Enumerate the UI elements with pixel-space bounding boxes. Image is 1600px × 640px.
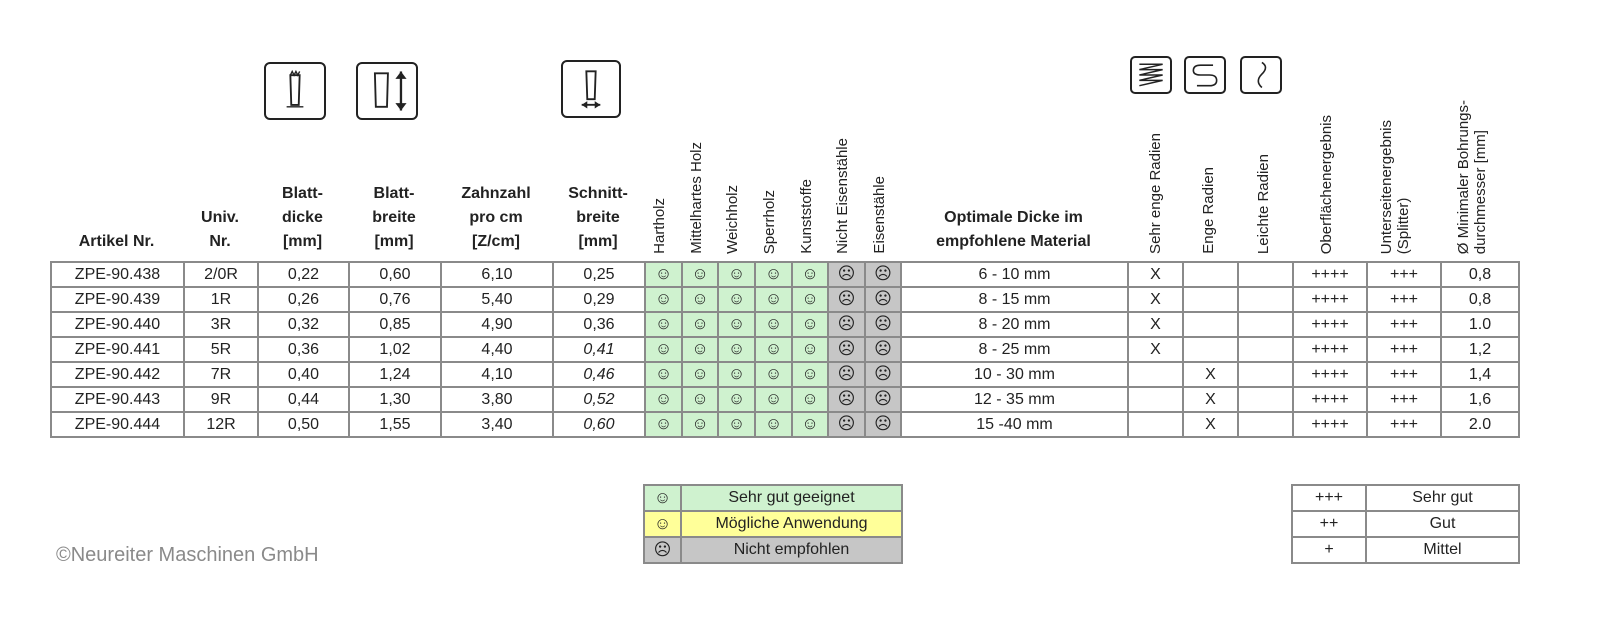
- neutral-face-icon: ☺: [653, 513, 672, 533]
- blade-width-icon: [356, 62, 418, 120]
- sehr-enge-radien-cell: [1128, 387, 1183, 412]
- legend-row: [644, 511, 902, 537]
- oberflaeche-cell: ++++: [1293, 362, 1367, 387]
- header-sperrholz: Sperrholz: [761, 189, 778, 254]
- material-rating-cell: [682, 262, 718, 287]
- unterseite-cell: +++: [1367, 312, 1441, 337]
- material-rating-cell: [828, 312, 865, 337]
- frown-face-icon: ☹: [837, 414, 856, 433]
- header-optimale-dicke: Optimale Dicke im empfohlene Material: [936, 209, 1091, 250]
- material-rating-cell: [792, 337, 828, 362]
- artikel-cell: ZPE-90.438: [51, 262, 184, 287]
- header-mittelhartes-holz: Mittelhartes Holz: [688, 142, 705, 254]
- sehr-enge-radien-cell: X: [1128, 287, 1183, 312]
- smiley-face-icon: ☺: [727, 289, 746, 308]
- legend-quality-symbol: +++: [1292, 485, 1366, 511]
- material-rating-cell: [828, 412, 865, 437]
- unterseite-cell: +++: [1367, 412, 1441, 437]
- light-radius-icon: [1240, 56, 1282, 94]
- bohrung-cell: 1,4: [1441, 362, 1519, 387]
- blattbreite-cell: 1,02: [349, 337, 441, 362]
- smiley-face-icon: ☺: [764, 289, 783, 308]
- frown-face-icon: ☹: [837, 264, 856, 283]
- zahnzahl-cell: 5,40: [441, 287, 553, 312]
- material-rating-cell: [645, 312, 682, 337]
- univ-cell: 12R: [184, 412, 258, 437]
- smiley-face-icon: ☺: [727, 389, 746, 408]
- smiley-face-icon: ☺: [727, 339, 746, 358]
- material-rating-cell: [865, 387, 901, 412]
- smiley-face-icon: ☺: [654, 414, 673, 433]
- frown-face-icon: ☹: [837, 389, 856, 408]
- optimale-dicke-cell: 8 - 20 mm: [901, 312, 1128, 337]
- smiley-face-icon: ☺: [654, 389, 673, 408]
- enge-radien-cell: [1183, 312, 1238, 337]
- legend-label: Sehr gut geeignet: [681, 485, 902, 511]
- artikel-cell: ZPE-90.442: [51, 362, 184, 387]
- oberflaeche-cell: ++++: [1293, 287, 1367, 312]
- sehr-enge-radien-cell: X: [1128, 337, 1183, 362]
- blattdicke-cell: 0,40: [258, 362, 349, 387]
- header-univ: Univ. Nr.: [201, 209, 239, 250]
- smiley-face-icon: ☺: [764, 389, 783, 408]
- schnittbreite-cell: 0,36: [553, 312, 645, 337]
- optimale-dicke-cell: 8 - 25 mm: [901, 337, 1128, 362]
- smiley-face-icon: ☺: [691, 264, 709, 283]
- blattdicke-cell: 0,50: [258, 412, 349, 437]
- material-rating-cell: [718, 312, 755, 337]
- unterseite-cell: +++: [1367, 287, 1441, 312]
- unterseite-cell: +++: [1367, 362, 1441, 387]
- leichte-radien-cell: [1238, 337, 1293, 362]
- table-row: [51, 287, 1519, 312]
- legend-row: [1292, 511, 1519, 537]
- material-rating-cell: [682, 312, 718, 337]
- unterseite-cell: +++: [1367, 387, 1441, 412]
- material-rating-cell: [792, 262, 828, 287]
- frown-face-icon: ☹: [837, 314, 856, 333]
- leichte-radien-cell: [1238, 412, 1293, 437]
- material-rating-cell: [792, 312, 828, 337]
- material-rating-cell: [792, 412, 828, 437]
- zahnzahl-cell: 6,10: [441, 262, 553, 287]
- copyright: ©Neureiter Maschinen GmbH: [56, 544, 319, 566]
- table-row: [51, 387, 1519, 412]
- blattdicke-cell: 0,32: [258, 312, 349, 337]
- enge-radien-cell: [1183, 287, 1238, 312]
- material-rating-cell: [865, 262, 901, 287]
- frown-face-icon: ☹: [837, 364, 856, 383]
- bohrung-cell: 2.0: [1441, 412, 1519, 437]
- oberflaeche-cell: ++++: [1293, 337, 1367, 362]
- schnittbreite-cell: 0,46: [553, 362, 645, 387]
- material-rating-cell: [645, 337, 682, 362]
- leichte-radien-cell: [1238, 387, 1293, 412]
- frown-face-icon: ☹: [837, 289, 856, 308]
- oberflaeche-cell: ++++: [1293, 262, 1367, 287]
- header-weichholz: Weichholz: [724, 185, 741, 254]
- legend-row: [1292, 537, 1519, 563]
- optimale-dicke-cell: 15 -40 mm: [901, 412, 1128, 437]
- oberflaeche-cell: ++++: [1293, 312, 1367, 337]
- material-rating-cell: [828, 387, 865, 412]
- material-rating-cell: [682, 412, 718, 437]
- leichte-radien-cell: [1238, 312, 1293, 337]
- header-artikel: Artikel Nr.: [78, 233, 155, 250]
- frown-face-icon: ☹: [874, 339, 892, 358]
- artikel-cell: ZPE-90.441: [51, 337, 184, 362]
- smiley-face-icon: ☺: [764, 364, 783, 383]
- legend-row: [1292, 485, 1519, 511]
- bohrung-cell: 1,6: [1441, 387, 1519, 412]
- header-leichte-radien: Leichte Radien: [1255, 153, 1272, 254]
- zahnzahl-cell: 4,90: [441, 312, 553, 337]
- material-rating-cell: [718, 362, 755, 387]
- table-row: [51, 312, 1519, 337]
- sehr-enge-radien-cell: X: [1128, 312, 1183, 337]
- zahnzahl-cell: 3,40: [441, 412, 553, 437]
- material-rating-cell: [828, 262, 865, 287]
- blade-table: [50, 261, 1520, 438]
- sehr-enge-radien-cell: X: [1128, 262, 1183, 287]
- smiley-face-icon: ☺: [764, 314, 783, 333]
- blattbreite-cell: 1,30: [349, 387, 441, 412]
- legend-symbol-cell: [644, 485, 681, 511]
- material-rating-cell: [718, 412, 755, 437]
- legend-label: Nicht empfohlen: [681, 537, 902, 563]
- header-blattdicke: Blatt- dicke [mm]: [282, 185, 323, 250]
- leichte-radien-cell: [1238, 287, 1293, 312]
- legend-quality-label: Sehr gut: [1366, 485, 1519, 511]
- material-rating-cell: [792, 362, 828, 387]
- sehr-enge-radien-cell: [1128, 412, 1183, 437]
- material-rating-cell: [645, 412, 682, 437]
- material-rating-cell: [718, 337, 755, 362]
- material-rating-cell: [755, 312, 792, 337]
- material-legend: [643, 484, 903, 564]
- header-enge-radien: Enge Radien: [1200, 167, 1217, 254]
- smiley-face-icon: ☺: [654, 289, 673, 308]
- smiley-face-icon: ☺: [691, 339, 709, 358]
- material-rating-cell: [755, 387, 792, 412]
- frown-face-icon: ☹: [837, 339, 856, 358]
- bohrung-cell: 1.0: [1441, 312, 1519, 337]
- material-rating-cell: [645, 287, 682, 312]
- optimale-dicke-cell: 12 - 35 mm: [901, 387, 1128, 412]
- header-nicht-eisenstaehle: Nicht Eisenstähle: [834, 138, 851, 254]
- zahnzahl-cell: 3,80: [441, 387, 553, 412]
- enge-radien-cell: X: [1183, 412, 1238, 437]
- enge-radien-cell: [1183, 262, 1238, 287]
- material-rating-cell: [645, 362, 682, 387]
- material-rating-cell: [865, 287, 901, 312]
- smiley-face-icon: ☺: [727, 314, 746, 333]
- table-row: [51, 337, 1519, 362]
- smiley-face-icon: ☺: [654, 314, 673, 333]
- artikel-cell: ZPE-90.444: [51, 412, 184, 437]
- legend-row: [644, 537, 902, 563]
- legend-quality-label: Mittel: [1366, 537, 1519, 563]
- smiley-face-icon: ☺: [653, 487, 672, 507]
- bohrung-cell: 0,8: [1441, 262, 1519, 287]
- blattbreite-cell: 1,24: [349, 362, 441, 387]
- enge-radien-cell: [1183, 337, 1238, 362]
- schnittbreite-cell: 0,25: [553, 262, 645, 287]
- material-rating-cell: [718, 287, 755, 312]
- header-unterseitenergebnis: Unterseitenergebnis (Splitter): [1378, 119, 1412, 254]
- legend-quality-symbol: ++: [1292, 511, 1366, 537]
- material-rating-cell: [645, 262, 682, 287]
- bohrung-cell: 1,2: [1441, 337, 1519, 362]
- header-sehr-enge-radien: Sehr enge Radien: [1147, 133, 1164, 254]
- smiley-face-icon: ☺: [801, 414, 819, 433]
- leichte-radien-cell: [1238, 362, 1293, 387]
- smiley-face-icon: ☺: [727, 364, 746, 383]
- frown-face-icon: ☹: [874, 264, 892, 283]
- material-rating-cell: [865, 362, 901, 387]
- smiley-face-icon: ☺: [801, 289, 819, 308]
- smiley-face-icon: ☺: [691, 314, 709, 333]
- frown-face-icon: ☹: [874, 314, 892, 333]
- smiley-face-icon: ☺: [691, 389, 709, 408]
- material-rating-cell: [828, 362, 865, 387]
- oberflaeche-cell: ++++: [1293, 387, 1367, 412]
- smiley-face-icon: ☺: [801, 389, 819, 408]
- legend-label: Mögliche Anwendung: [681, 511, 902, 537]
- material-rating-cell: [682, 362, 718, 387]
- leichte-radien-cell: [1238, 262, 1293, 287]
- schnittbreite-cell: 0,60: [553, 412, 645, 437]
- header-hartholz: Hartholz: [651, 198, 668, 254]
- smiley-face-icon: ☺: [801, 314, 819, 333]
- zahnzahl-cell: 4,10: [441, 362, 553, 387]
- unterseite-cell: +++: [1367, 262, 1441, 287]
- univ-cell: 9R: [184, 387, 258, 412]
- legend-quality-label: Gut: [1366, 511, 1519, 537]
- univ-cell: 2/0R: [184, 262, 258, 287]
- artikel-cell: ZPE-90.443: [51, 387, 184, 412]
- smiley-face-icon: ☺: [801, 339, 819, 358]
- header-oberflaechenergebnis: Oberflächenergebnis: [1318, 114, 1335, 254]
- oberflaeche-cell: ++++: [1293, 412, 1367, 437]
- blattbreite-cell: 1,55: [349, 412, 441, 437]
- blattbreite-cell: 0,85: [349, 312, 441, 337]
- smiley-face-icon: ☺: [727, 264, 746, 283]
- artikel-cell: ZPE-90.439: [51, 287, 184, 312]
- smiley-face-icon: ☺: [727, 414, 746, 433]
- unterseite-cell: +++: [1367, 337, 1441, 362]
- smiley-face-icon: ☺: [654, 364, 673, 383]
- frown-face-icon: ☹: [653, 539, 672, 559]
- material-rating-cell: [865, 337, 901, 362]
- header-schnittbreite: Schnitt- breite [mm]: [568, 185, 628, 250]
- header-bohrung: Ø Minimaler Bohrungs- durchmesser [mm]: [1455, 99, 1489, 254]
- zahnzahl-cell: 4,40: [441, 337, 553, 362]
- univ-cell: 1R: [184, 287, 258, 312]
- material-rating-cell: [755, 337, 792, 362]
- material-rating-cell: [645, 387, 682, 412]
- material-rating-cell: [682, 387, 718, 412]
- material-rating-cell: [792, 287, 828, 312]
- blattbreite-cell: 0,60: [349, 262, 441, 287]
- legend-symbol-cell: [644, 511, 681, 537]
- smiley-face-icon: ☺: [801, 364, 819, 383]
- blattdicke-cell: 0,44: [258, 387, 349, 412]
- table-row: [51, 262, 1519, 287]
- material-rating-cell: [718, 262, 755, 287]
- material-rating-cell: [718, 387, 755, 412]
- blade-thickness-icon: [264, 62, 326, 120]
- table-row: [51, 362, 1519, 387]
- header-kunststoffe: Kunststoffe: [798, 179, 815, 254]
- smiley-face-icon: ☺: [691, 414, 709, 433]
- cut-width-icon: [561, 60, 621, 118]
- blattdicke-cell: 0,22: [258, 262, 349, 287]
- table-row: [51, 412, 1519, 437]
- material-rating-cell: [755, 262, 792, 287]
- optimale-dicke-cell: 6 - 10 mm: [901, 262, 1128, 287]
- header-blattbreite: Blatt- breite [mm]: [372, 185, 416, 250]
- smiley-face-icon: ☺: [654, 264, 673, 283]
- header-eisenstaehle: Eisenstähle: [871, 176, 888, 254]
- material-rating-cell: [865, 412, 901, 437]
- frown-face-icon: ☹: [874, 289, 892, 308]
- material-rating-cell: [828, 337, 865, 362]
- smiley-face-icon: ☺: [764, 264, 783, 283]
- tight-radius-icon: [1184, 56, 1226, 94]
- smiley-face-icon: ☺: [691, 364, 709, 383]
- frown-face-icon: ☹: [874, 389, 892, 408]
- material-rating-cell: [755, 287, 792, 312]
- optimale-dicke-cell: 8 - 15 mm: [901, 287, 1128, 312]
- enge-radien-cell: X: [1183, 362, 1238, 387]
- material-rating-cell: [682, 337, 718, 362]
- schnittbreite-cell: 0,41: [553, 337, 645, 362]
- schnittbreite-cell: 0,29: [553, 287, 645, 312]
- artikel-cell: ZPE-90.440: [51, 312, 184, 337]
- material-rating-cell: [755, 362, 792, 387]
- smiley-face-icon: ☺: [691, 289, 709, 308]
- schnittbreite-cell: 0,52: [553, 387, 645, 412]
- legend-row: [644, 485, 902, 511]
- material-rating-cell: [828, 287, 865, 312]
- frown-face-icon: ☹: [874, 364, 892, 383]
- header-zahnzahl: Zahnzahl pro cm [Z/cm]: [461, 185, 531, 250]
- bohrung-cell: 0,8: [1441, 287, 1519, 312]
- smiley-face-icon: ☺: [654, 339, 673, 358]
- quality-legend: [1291, 484, 1520, 564]
- smiley-face-icon: ☺: [764, 414, 783, 433]
- blattdicke-cell: 0,36: [258, 337, 349, 362]
- optimale-dicke-cell: 10 - 30 mm: [901, 362, 1128, 387]
- legend-quality-symbol: +: [1292, 537, 1366, 563]
- material-rating-cell: [755, 412, 792, 437]
- legend-symbol-cell: [644, 537, 681, 563]
- material-rating-cell: [792, 387, 828, 412]
- material-rating-cell: [682, 287, 718, 312]
- enge-radien-cell: X: [1183, 387, 1238, 412]
- smiley-face-icon: ☺: [801, 264, 819, 283]
- very-tight-radius-icon: [1130, 56, 1172, 94]
- sehr-enge-radien-cell: [1128, 362, 1183, 387]
- blattdicke-cell: 0,26: [258, 287, 349, 312]
- frown-face-icon: ☹: [874, 414, 892, 433]
- univ-cell: 7R: [184, 362, 258, 387]
- smiley-face-icon: ☺: [764, 339, 783, 358]
- univ-cell: 5R: [184, 337, 258, 362]
- material-rating-cell: [865, 312, 901, 337]
- blattbreite-cell: 0,76: [349, 287, 441, 312]
- univ-cell: 3R: [184, 312, 258, 337]
